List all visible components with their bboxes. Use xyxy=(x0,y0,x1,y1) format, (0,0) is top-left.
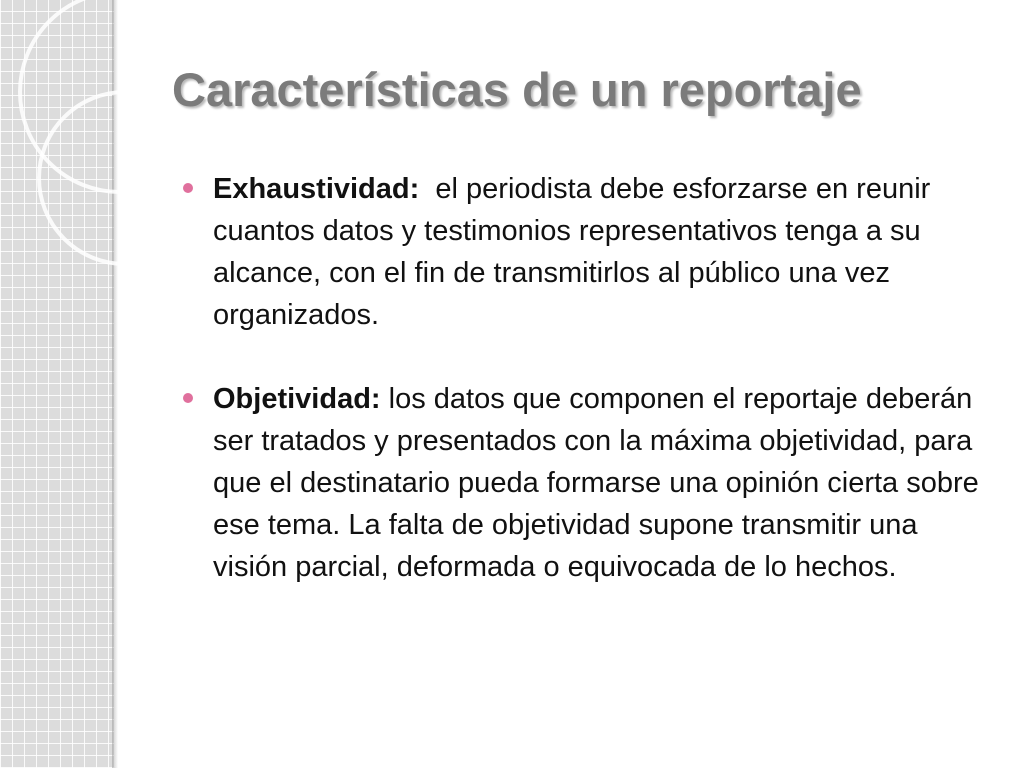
bullet-text: el periodista debe esforzarse en reunir cuantos datos y testimonios representativos tenga a su alcance, con el fin de transmitirlos al público una vez organizados. xyxy=(213,173,931,331)
bullet-item-objetividad xyxy=(180,378,990,588)
slide-title: Características de un reportaje xyxy=(172,63,862,116)
deco-circle-small xyxy=(39,92,160,264)
pink-round-bullet-icon xyxy=(183,393,193,403)
bullet-list xyxy=(180,168,990,630)
bullet-text: los datos que componen el reportaje deberán ser tratados y presentados con la máxima objetividad, para que el destinatario pueda formarse una opinión cierta sobre ese tema. La falta de objetividad supone transmitir una visión parcial, deformada o equivocada de lo hechos. xyxy=(213,383,979,583)
decorative-circles xyxy=(0,0,160,280)
bullet-term: Objetividad: xyxy=(213,383,381,415)
bullet-term: Exhaustividad: xyxy=(213,173,420,205)
pink-round-bullet-icon xyxy=(183,183,193,193)
bullet-item-exhaustividad xyxy=(180,168,990,336)
